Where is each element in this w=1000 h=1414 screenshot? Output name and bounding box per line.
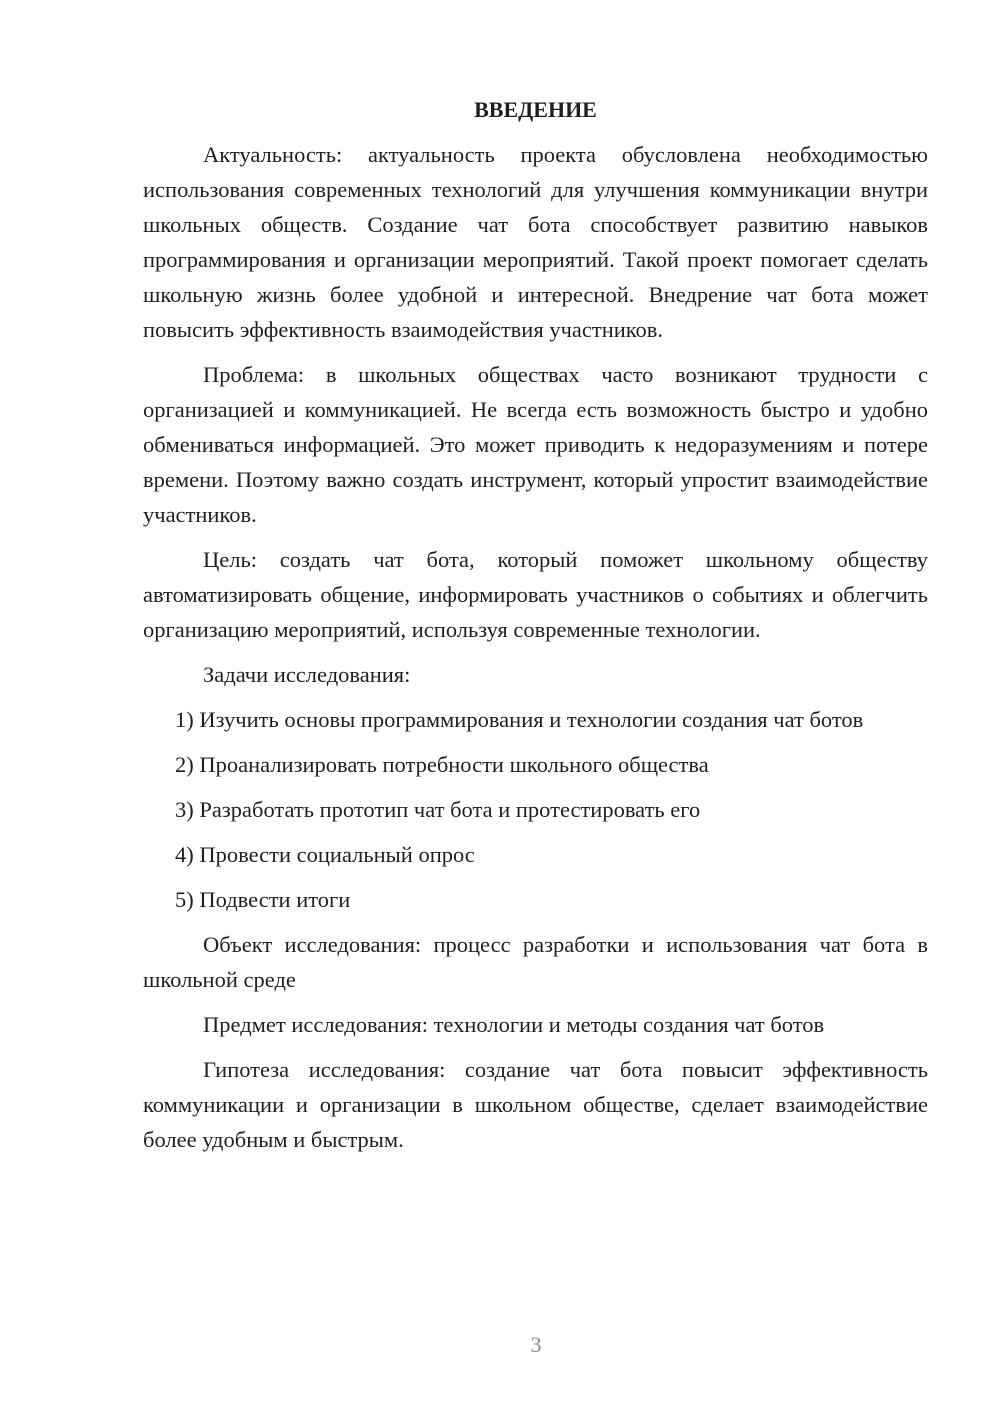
page-number: 3 — [530, 1332, 542, 1357]
paragraph-hypothesis: Гипотеза исследования: создание чат бота повысит эффективность коммуникации и организации в школьном обществе, сделает взаимодействие более удобным и быстрым. — [143, 1057, 928, 1152]
paragraph-subject: Предмет исследования: технологии и методы создания чат ботов — [203, 1012, 825, 1037]
paragraph-tasks-heading: Задачи исследования: — [203, 662, 411, 687]
section-title: ВВЕДЕНИЕ — [474, 97, 597, 122]
paragraph-relevance: Актуальность: актуальность проекта обусловлена необходимостью использования современных технологий для улучшения коммуникации внутри школьных обществ. Создание чат бота способствует развитию навыков программирования и организации мероприятий. Такой проект помогает сделать школьную жизнь более удобной и интересной. Внедрение чат бота может повысить эффективность взаимодействия участников. — [143, 142, 928, 342]
task-item-4: 4) Провести социальный опрос — [175, 842, 475, 867]
task-item-1: 1) Изучить основы программирования и технологии создания чат ботов — [175, 707, 864, 732]
paragraph-object: Объект исследования: процесс разработки и использования чат бота в школьной среде — [143, 932, 928, 992]
paragraph-problem: Проблема: в школьных обществах часто возникают трудности с организацией и коммуникацией. Не всегда есть возможность быстро и удобно обмениваться информацией. Это может приводить к недоразумениям и потере времени. Поэтому важно создать инструмент, который упростит взаимодействие участников. — [143, 362, 928, 527]
paragraph-goal: Цель: создать чат бота, который поможет школьному обществу автоматизировать общение, информировать участников о событиях и облегчить организацию мероприятий, используя современные технологии. — [143, 547, 928, 642]
task-item-5: 5) Подвести итоги — [175, 887, 351, 912]
task-item-3: 3) Разработать прототип чат бота и протестировать его — [175, 797, 701, 822]
task-item-2: 2) Проанализировать потребности школьного общества — [175, 752, 709, 777]
page-content — [143, 92, 928, 1167]
